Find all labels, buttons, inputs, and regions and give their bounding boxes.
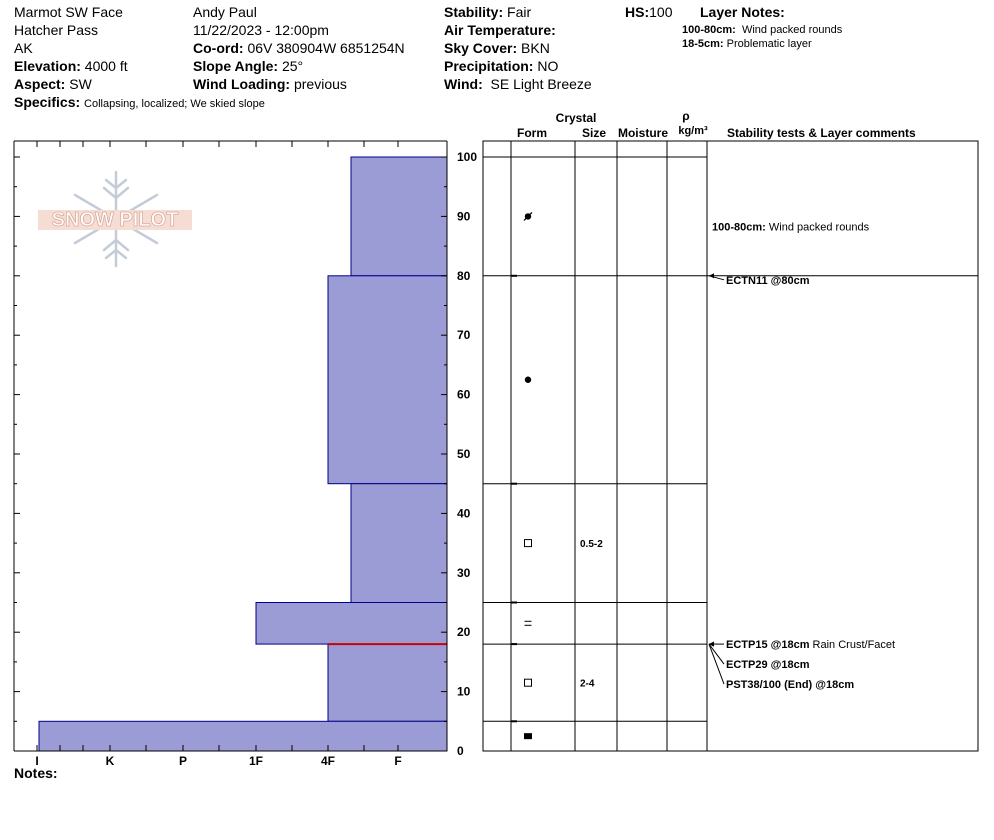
- height-tick-label: 90: [457, 209, 471, 224]
- precip-value: NO: [537, 58, 559, 74]
- range-name: Hatcher Pass: [14, 22, 99, 38]
- stability-test-code: ECTN11 @80cm: [726, 274, 810, 287]
- stability-value: Fair: [507, 4, 532, 20]
- stability-comment: [712, 221, 870, 233]
- slope-value: 25°: [281, 58, 304, 74]
- wind-value: SE Light Breeze: [490, 76, 592, 92]
- height-tick-label: 20: [457, 625, 471, 640]
- stability-comment: [726, 275, 810, 287]
- hardness-layer-bar: [256, 603, 447, 645]
- hardness-tick-label: K: [105, 754, 115, 768]
- density-header: kg/m³: [678, 125, 708, 137]
- layer-bars: [39, 157, 447, 751]
- height-tick-label: 50: [457, 447, 471, 461]
- specifics-label: Specifics:: [14, 94, 81, 110]
- specifics-value: Collapsing, localized; We skied slope: [84, 98, 265, 110]
- crystal-header: Crystal: [555, 111, 597, 125]
- coord-label: Co-ord:: [193, 40, 244, 56]
- height-tick-label: 60: [457, 387, 471, 402]
- stability-test-code: ECTP15 @18cm: [726, 639, 810, 652]
- hardness-tick-label: 4F: [320, 754, 336, 768]
- wind-label: Wind:: [444, 76, 483, 92]
- hardness-tick-label: P: [178, 754, 188, 768]
- hardness-tick-label: F: [394, 754, 402, 768]
- height-tick-label: 40: [457, 506, 471, 521]
- state-name: AK: [14, 40, 33, 56]
- hardness-layer-bar: [39, 721, 447, 751]
- height-tick-label: 0: [457, 744, 464, 758]
- layer-notes-heading: Layer Notes:: [700, 4, 785, 20]
- form-header: Form: [517, 126, 547, 140]
- grain-size-value: 2-4: [580, 678, 595, 690]
- hardness-layer-bar: [328, 276, 447, 484]
- stability-comments: [709, 221, 895, 691]
- stability-comment: [726, 659, 810, 671]
- facet-icon: [525, 540, 532, 547]
- layer-note-text: Problematic layer: [726, 38, 812, 50]
- rho-header: ρ: [682, 109, 690, 123]
- wind-loading-label: Wind Loading:: [193, 76, 291, 92]
- comment-arrowhead: [709, 273, 714, 278]
- rounded-grain-icon: [525, 377, 531, 383]
- hardness-tick-label: I: [35, 754, 39, 768]
- hardness-layer-bar: [351, 157, 447, 276]
- layer-note-range: 18-5cm:: [682, 38, 724, 50]
- comment-arrow: [709, 644, 724, 684]
- snowpilot-logo: [38, 172, 192, 266]
- height-tick-label: 100: [457, 150, 478, 164]
- aspect-value: SW: [69, 76, 92, 92]
- hs-value: 100: [649, 4, 673, 20]
- elevation-value: 4000 ft: [84, 58, 128, 74]
- height-tick-label: 10: [457, 684, 471, 699]
- ice-layer-icon: [524, 733, 532, 739]
- coord-value: 06V 380904W 6851254N: [247, 40, 405, 56]
- comment-arrow: [709, 644, 724, 664]
- hardness-tick-labels: [35, 754, 401, 768]
- moisture-header: Moisture: [617, 126, 669, 140]
- location-name: Marmot SW Face: [14, 4, 123, 20]
- height-tick-label: 80: [457, 268, 471, 283]
- stability-test-code: ECTP29 @18cm: [726, 659, 810, 672]
- layer-note-text: Wind packed rounds: [741, 24, 843, 36]
- sky-value: BKN: [521, 40, 550, 56]
- hardness-tick-label: 1F: [248, 754, 264, 768]
- size-header: Size: [581, 126, 607, 140]
- layer-note-range: 100-80cm:: [682, 24, 736, 36]
- facet-icon: [525, 679, 532, 686]
- wind-loading-value: previous: [293, 76, 347, 92]
- hardness-layer-bar: [328, 644, 447, 721]
- aspect-label: Aspect:: [14, 76, 66, 92]
- slope-label: Slope Angle:: [193, 58, 279, 74]
- height-tick-label: 70: [457, 328, 471, 343]
- air-temp-label: Air Temperature:: [444, 22, 556, 38]
- hs-label: HS:: [625, 4, 650, 20]
- sky-label: Sky Cover:: [444, 40, 518, 56]
- observation-datetime: 11/22/2023 - 12:00pm: [193, 22, 329, 38]
- elevation-label: Elevation:: [14, 58, 81, 74]
- notes-label: Notes:: [14, 765, 58, 781]
- stability-comment: [726, 679, 854, 691]
- logo-text: SNOW PILOT: [51, 209, 179, 231]
- stability-comment: [726, 639, 895, 651]
- observer-name: Andy Paul: [193, 4, 257, 20]
- stability-test-code: PST38/100 (End) @18cm: [726, 679, 855, 692]
- table-row-lines: [483, 157, 978, 721]
- height-tick-labels: [457, 150, 477, 758]
- stability-tests-header: Stability tests & Layer comments: [727, 126, 916, 140]
- stability-label: Stability:: [444, 4, 504, 20]
- height-tick-label: 30: [457, 565, 471, 580]
- grain-size-value: 0.5-2: [580, 539, 603, 551]
- hardness-layer-bar: [351, 484, 447, 603]
- table-cells: [524, 212, 603, 739]
- stability-test-code: 100-80cm:: [712, 221, 766, 234]
- stability-comment-text: Wind packed rounds: [765, 221, 870, 234]
- precip-label: Precipitation:: [444, 58, 534, 74]
- stability-comment-text: Rain Crust/Facet: [809, 639, 896, 652]
